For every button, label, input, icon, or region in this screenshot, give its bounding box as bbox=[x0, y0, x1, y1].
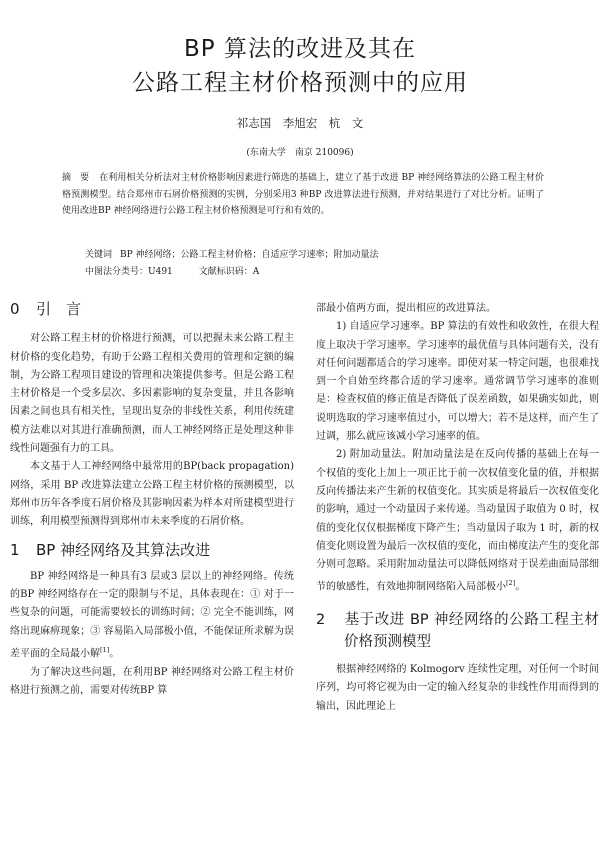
right-column bbox=[316, 300, 599, 716]
classification bbox=[85, 264, 259, 277]
abstract-text: 在利用相关分析法对主材价格影响因素进行筛选的基础上，建立了基于改进 BP 神经网络算法的公路工程主材价格预测模型。结合郑州市石屑价格预测的实例，分别采用3 种BP 改进算法进行预测，并对结果进行了对比分析。证明了使用改进BP 神经网络进行公路工程主材价格预测是可行和有效的。 bbox=[62, 173, 544, 217]
section-heading-intro bbox=[10, 300, 294, 318]
paragraph: 部最小值两方面，提出相应的改进算法。 bbox=[316, 303, 496, 314]
paragraph bbox=[10, 568, 294, 664]
paper-title-line2: 公路工程主材价格预测中的应用 bbox=[132, 70, 468, 96]
paper-title-line1: BP 算法的改进及其在 bbox=[184, 36, 416, 62]
section-title: BP 神经网络及其算法改进 bbox=[36, 540, 211, 559]
paragraph: 本文基于人工神经网络中最常用的BP(back propagation)网络，采用 BP 改进算法建立公路工程主材价格的预测模型，以郑州市历年各季度石屑价格及其影响因素为样本对所建模型进行训练，利用模型预测得到郑州市未来季度的石屑价格。 bbox=[10, 461, 294, 528]
authors: 祁志国 李旭宏 杭 文 bbox=[236, 116, 364, 130]
doc-code-label: 文献标识码： bbox=[198, 267, 253, 277]
section-number: 2 bbox=[316, 612, 326, 629]
clc-label: 中图法分类号： bbox=[85, 267, 149, 277]
paragraph: 对公路工程主材的价格进行预测，可以把握未来公路工程主材价格的变化趋势，有助于公路工程相关费用的管理和定额的编制，为公路工程项目建设的管理和决策提供参考。但是公路工程主材价格是一个受多层次、多因素影响的复杂变量，并且各影响因素之间也具有相关性，呈现出复杂的非线性关系，利用传统建模方法难以对其进行准确预测，而人工神经网络正是处理这种非线性问题强有力的工具。 bbox=[10, 333, 294, 455]
paragraph bbox=[316, 446, 599, 597]
clc-value: U491 bbox=[148, 267, 173, 277]
paragraph-text: BP 神经网络是一种具有3 层或3 层以上的神经网络。传统的BP 神经网络存在一定的限制与不足，具体表现在：① 对于一些复杂的问题，可能需要较长的训练时间；② 完全不能训练，网络出现麻痹现象；③ 容易陷入局部极小值，不能保证所求解为误差平面的全局最小解 bbox=[10, 570, 294, 660]
section-heading-model bbox=[316, 609, 599, 653]
abstract-label: 摘 要 bbox=[62, 173, 90, 183]
section-title: 基于改进 BP 神经网络的公路工程主材价格预测模型 bbox=[344, 612, 599, 651]
keywords bbox=[85, 247, 379, 260]
paragraph: 为了解决这些问题，在利用BP 神经网络对公路工程主材价格进行预测之前，需要对传统BP 算 bbox=[10, 666, 294, 696]
section-number: 1 bbox=[10, 540, 20, 559]
keywords-label: 关键词 bbox=[85, 250, 113, 260]
section-title: 引 言 bbox=[36, 300, 82, 318]
left-column bbox=[10, 300, 294, 700]
affiliation: (东南大学 南京 210096) bbox=[246, 148, 354, 158]
citation: [2] bbox=[506, 579, 516, 588]
paragraph-end: 。 bbox=[109, 648, 120, 660]
abstract bbox=[62, 170, 544, 220]
paragraph-text: 2) 附加动量法。附加动量法是在反向传播的基础上在每一个权值的变化上加上一项正比于前一次权值变化量的值，并根据反向传播法来产生新的权值变化。其实质是将最后一次权值变化的影响，通过一个动量因子来传递。当动量因子取值为 0 时，权值的变化仅仅根据梯度下降产生；当动量因子取为 1 时，新的权值变化则设置为最后一次权值的变化，而由梯度法产生的变化部分则可忽略。采用附加动量法可以降低网络对于误差曲面局部细节的敏感性，有效地抑制网络陷入局部极小 bbox=[316, 449, 599, 593]
paragraph: 根据神经网络的 Kolmogorv 连续性定理，对任何一个时间序列，均可将它视为由一定的输入经复杂的非线性作用而得到的输出，因此理论上 bbox=[316, 664, 599, 712]
section-heading-bp bbox=[10, 541, 294, 559]
paragraph-end: 。 bbox=[515, 581, 526, 593]
paragraph: 1) 自适应学习速率。BP 算法的有效性和收敛性，在很大程度上取决于学习速率。学习速率的最优值与具体问题有关，没有对任何问题都适合的学习速率。即使对某一特定问题，也很难找到一个自始至终都合适的学习速率。通常调节学习速率的准则是：检查权值的修正值是否降低了误差函数，如果确实如此，则说明选取的学习速率值过小，可以增大；若不是这样，而产生了过调，那么就应该减小学习速率的值。 bbox=[316, 321, 599, 443]
keywords-text: BP 神经网络；公路工程主材价格；自适应学习速率；附加动量法 bbox=[120, 250, 379, 260]
section-number: 0 bbox=[10, 300, 20, 318]
doc-code-value: A bbox=[252, 267, 260, 277]
citation: [1] bbox=[100, 646, 110, 655]
